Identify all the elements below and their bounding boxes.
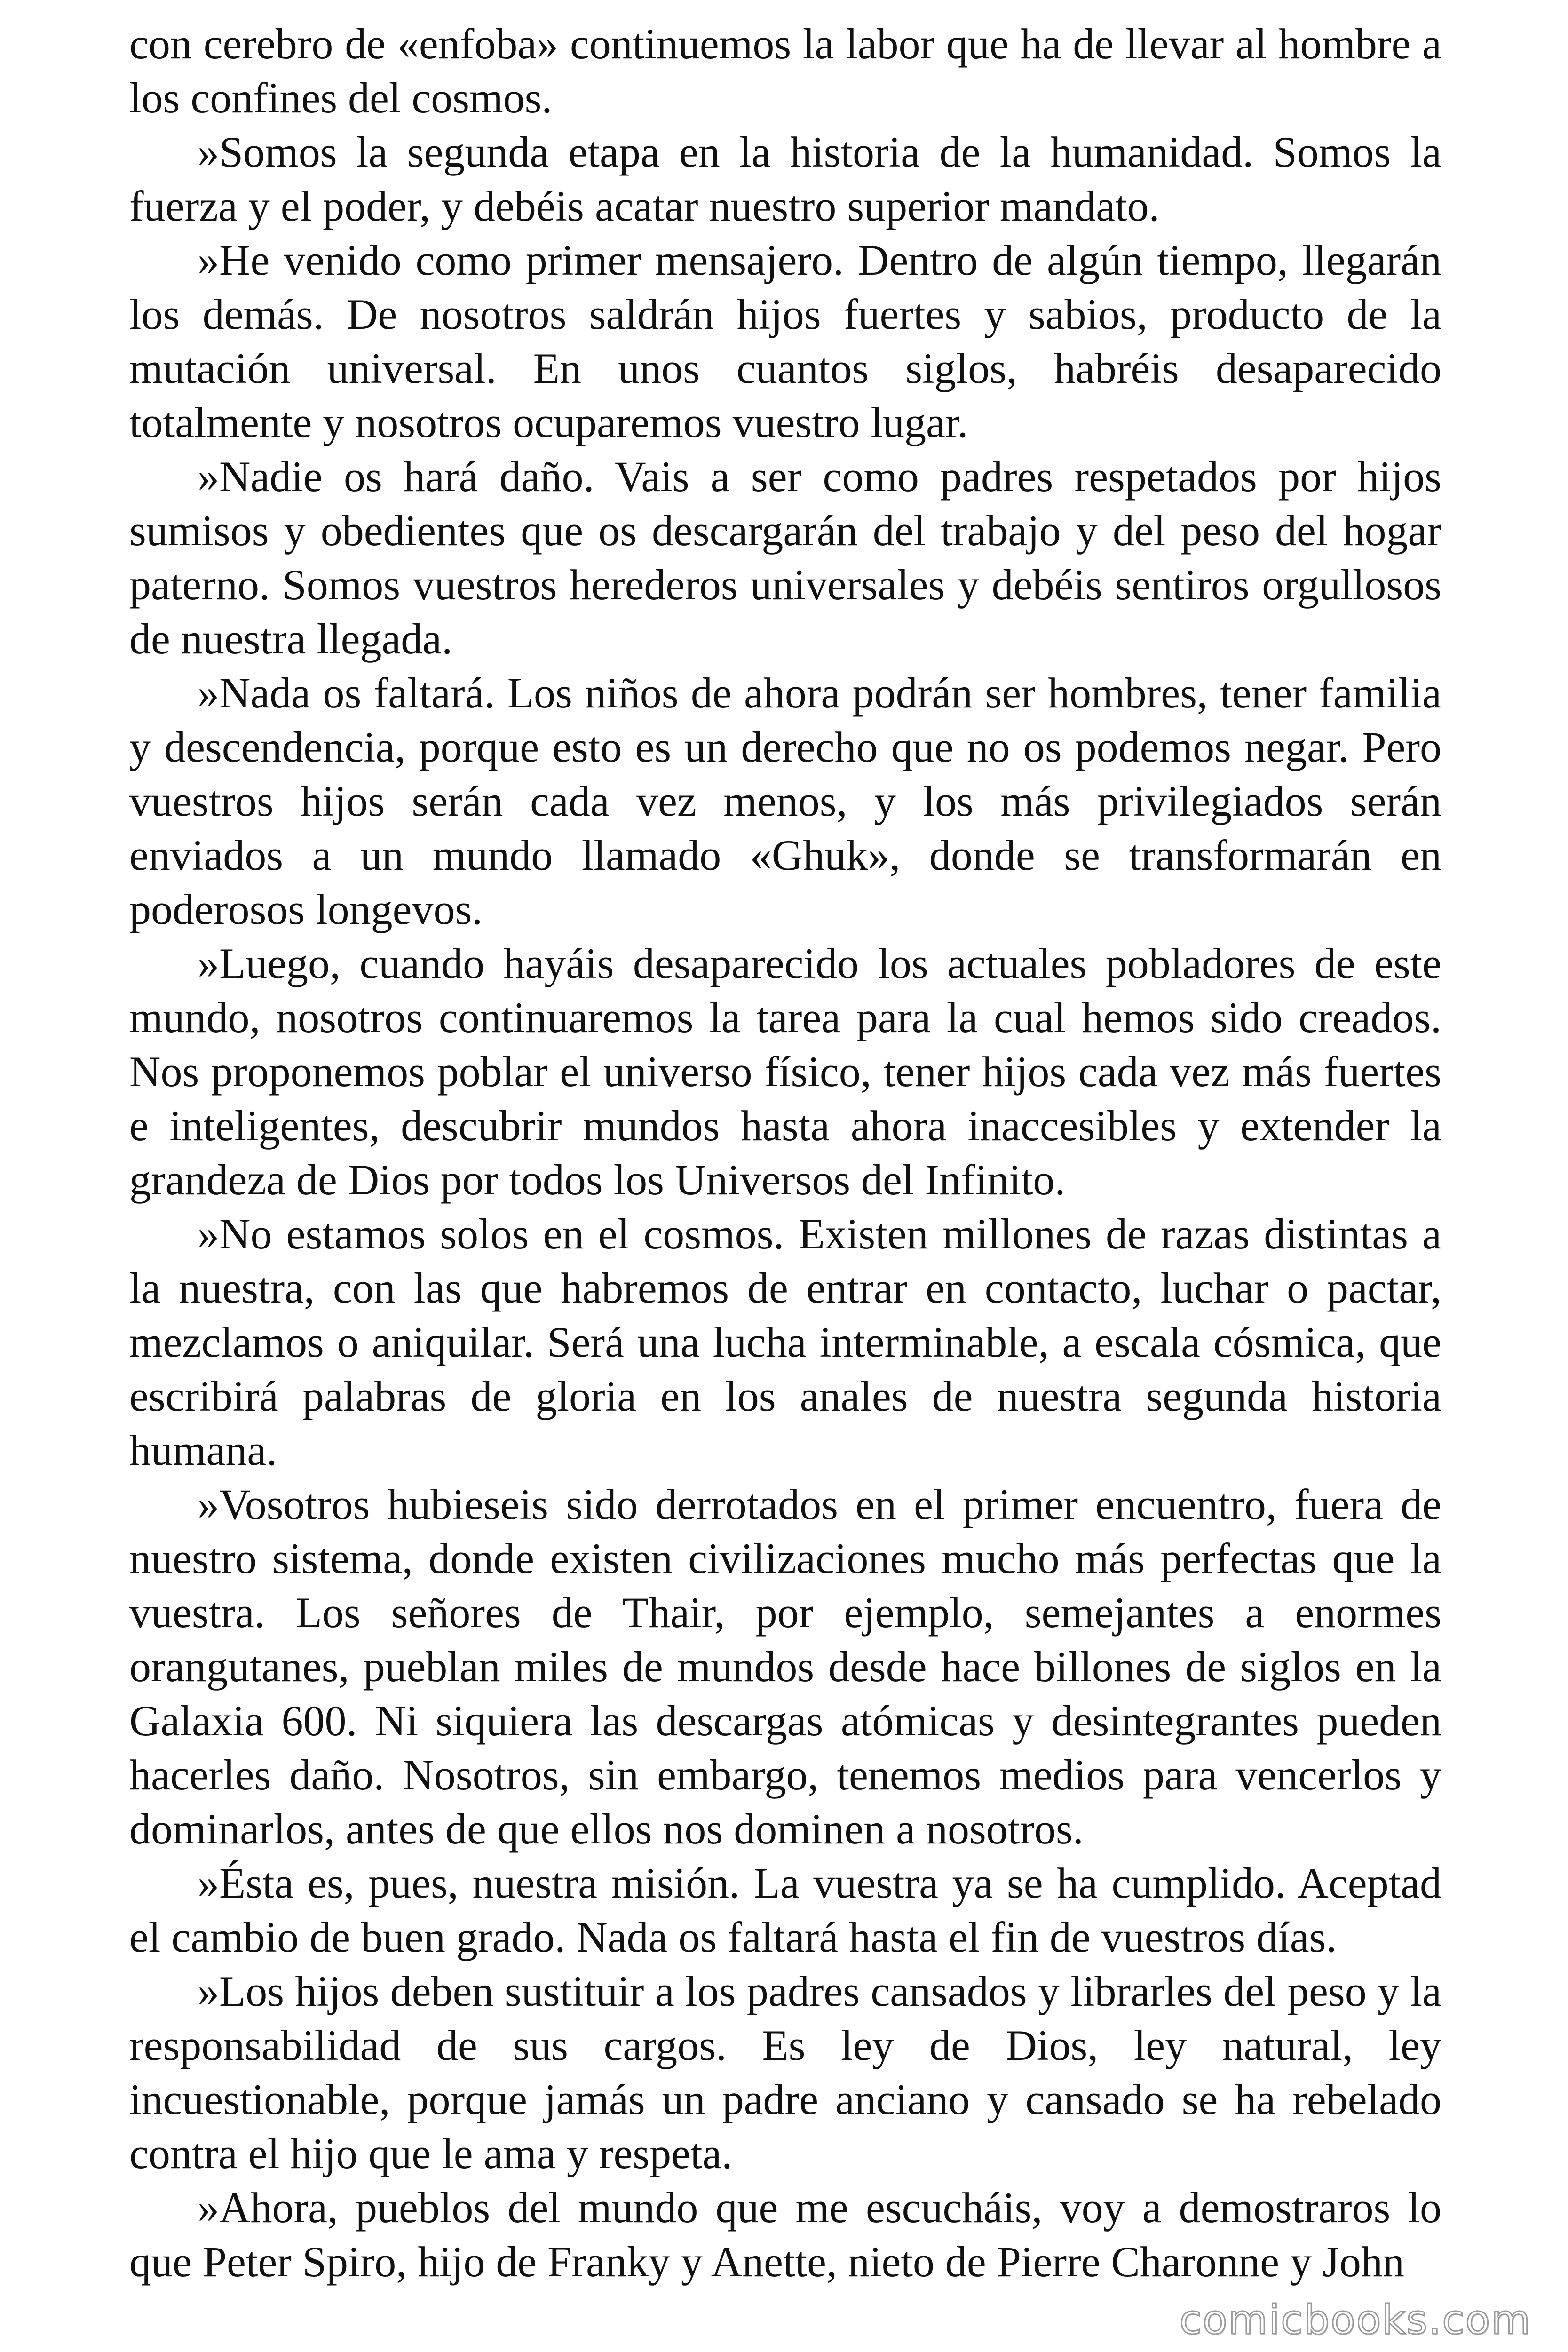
paragraph: con cerebro de «enfoba» continuemos la labor que ha de llevar al hombre a los confines del cosmos. [129, 20, 1441, 122]
watermark: comicbooks.com [1179, 2296, 1531, 2344]
paragraph: »Somos la segunda etapa en la historia de la humanidad. Somos la fuerza y el poder, y debéis acatar nuestro superior mandato. [129, 128, 1441, 230]
paragraph: »No estamos solos en el cosmos. Existen millones de razas distintas a la nuestra, con las que habremos de entrar en contacto, luchar o pactar, mezclamos o aniquilar. Será una lucha interminable, a escala cósmica, que escribirá palabras de gloria en los anales de nuestra segunda historia humana. [129, 1210, 1441, 1474]
paragraph: »Los hijos deben sustituir a los padres cansados y librarles del peso y la responsabilidad de sus cargos. Es ley de Dios, ley natural, ley incuestionable, porque jamás un padre anciano y cansado se ha rebelado contra el hijo que le ama y respeta. [129, 1967, 1441, 2177]
paragraph: »Ésta es, pues, nuestra misión. La vuestra ya se ha cumplido. Aceptad el cambio de buen grado. Nada os faltará hasta el fin de vuestros días. [129, 1859, 1441, 1961]
paragraph: »Ahora, pueblos del mundo que me escucháis, voy a demostraros lo que Peter Spiro, hijo de Franky y Anette, nieto de Pierre Charonne y John [129, 2184, 1441, 2286]
paragraph: »Vosotros hubieseis sido derrotados en el primer encuentro, fuera de nuestro sistema, donde existen civilizaciones mucho más perfectas que la vuestra. Los señores de Thair, por ejemplo, semejantes a enormes orangutanes, pueblan miles de mundos desde hace billones de siglos en la Galaxia 600. Ni siquiera las descargas atómicas y desintegrantes pueden hacerles daño. Nosotros, sin embargo, tenemos medios para vencerlos y dominarlos, antes de que ellos nos dominen a nosotros. [129, 1480, 1441, 1853]
paragraph: »He venido como primer mensajero. Dentro de algún tiempo, llegarán los demás. De nosotros saldrán hijos fuertes y sabios, producto de la mutación universal. En unos cuantos siglos, habréis desaparecido totalmente y nosotros ocuparemos vuestro lugar. [129, 236, 1441, 446]
paragraph: »Nada os faltará. Los niños de ahora podrán ser hombres, tener familia y descendencia, porque esto es un derecho que no os podemos negar. Pero vuestros hijos serán cada vez menos, y los más privilegiados serán enviados a un mundo llamado «Ghuk», donde se transformarán en poderosos longevos. [129, 669, 1441, 933]
paragraph: »Nadie os hará daño. Vais a ser como padres respetados por hijos sumisos y obedientes que os descargarán del trabajo y del peso del hogar paterno. Somos vuestros herederos universales y debéis sentiros orgullosos de nuestra llegada. [129, 453, 1441, 663]
page-text-block [129, 17, 1441, 2289]
paragraph: »Luego, cuando hayáis desaparecido los actuales pobladores de este mundo, nosotros continuaremos la tarea para la cual hemos sido creados. Nos proponemos poblar el universo físico, tener hijos cada vez más fuertes e inteligentes, descubrir mundos hasta ahora inaccesibles y extender la grandeza de Dios por todos los Universos del Infinito. [129, 939, 1441, 1204]
